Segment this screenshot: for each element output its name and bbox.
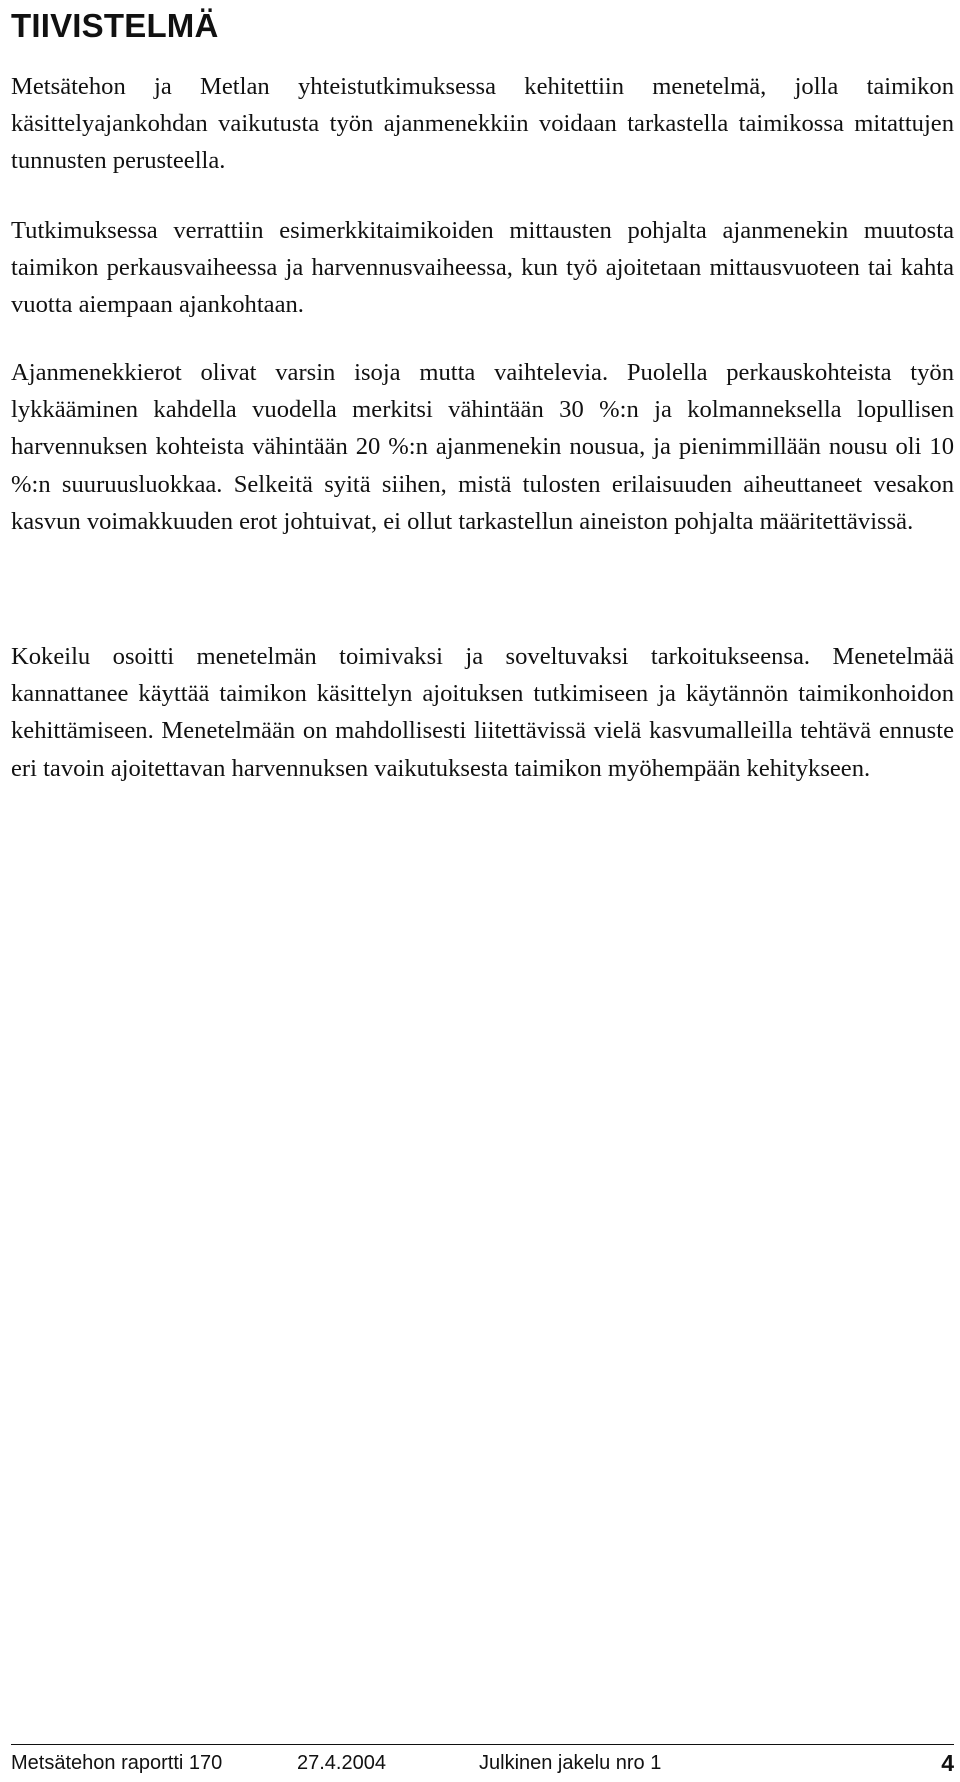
paragraph-3: Ajanmenekkierot olivat varsin isoja mutta vaihtelevia. Puolella perkauskohteista työn lykkääminen kahdella vuodella merkitsi vähintään 30 %:n ja kolmanneksella lopullisen harvennuksen kohteista vähintään 20 %:n ajanmenekin nousua, ja pienimmillään nousu oli 10 %:n suuruusluokkaa. Selkeitä syitä siihen, mistä tulosten erilaisuuden aiheuttaneet vesakon kasvun voimakkuuden erot johtuivat, ei ollut tarkastellun aineiston pohjalta määritettävissä.: [11, 359, 954, 535]
footer-divider: [11, 1744, 954, 1745]
document-page: [11, 0, 954, 1782]
footer-page-number: 4: [941, 1750, 954, 1776]
paragraph-4: Kokeilu osoitti menetelmän toimivaksi ja soveltuvaksi tarkoitukseensa. Menetelmää kannattanee käyttää taimikon käsittelyn ajoituksen tutkimiseen ja käytännön taimikonhoidon kehittämiseen. Menetelmään on mahdollisesti liitettävissä vielä kasvumalleilla tehtävä ennuste eri tavoin ajoitettavan harvennuksen vaikutuksesta taimikon myöhempään kehitykseen.: [11, 643, 954, 782]
footer-report-name: Metsätehon raportti 170: [11, 1752, 223, 1774]
paragraph-2: Tutkimuksessa verrattiin esimerkkitaimikoiden mittausten pohjalta ajanmenekin muutosta taimikon perkausvaiheessa ja harvennusvaiheessa, kun työ ajoitetaan mittausvuoteen tai kahta vuotta aiempaan ajankohtaan.: [11, 217, 954, 319]
page-title: TIIVISTELMÄ: [11, 7, 219, 44]
paragraph-1: Metsätehon ja Metlan yhteistutkimuksessa kehitettiin menetelmä, jolla taimikon käsittelyajankohdan vaikutusta työn ajanmenekkiin voidaan tarkastella taimikossa mitattujen tunnusten perusteella.: [11, 73, 954, 175]
footer-date: 27.4.2004: [297, 1752, 386, 1774]
footer-distribution: Julkinen jakelu nro 1: [479, 1752, 662, 1774]
page-footer: [11, 1748, 954, 1782]
